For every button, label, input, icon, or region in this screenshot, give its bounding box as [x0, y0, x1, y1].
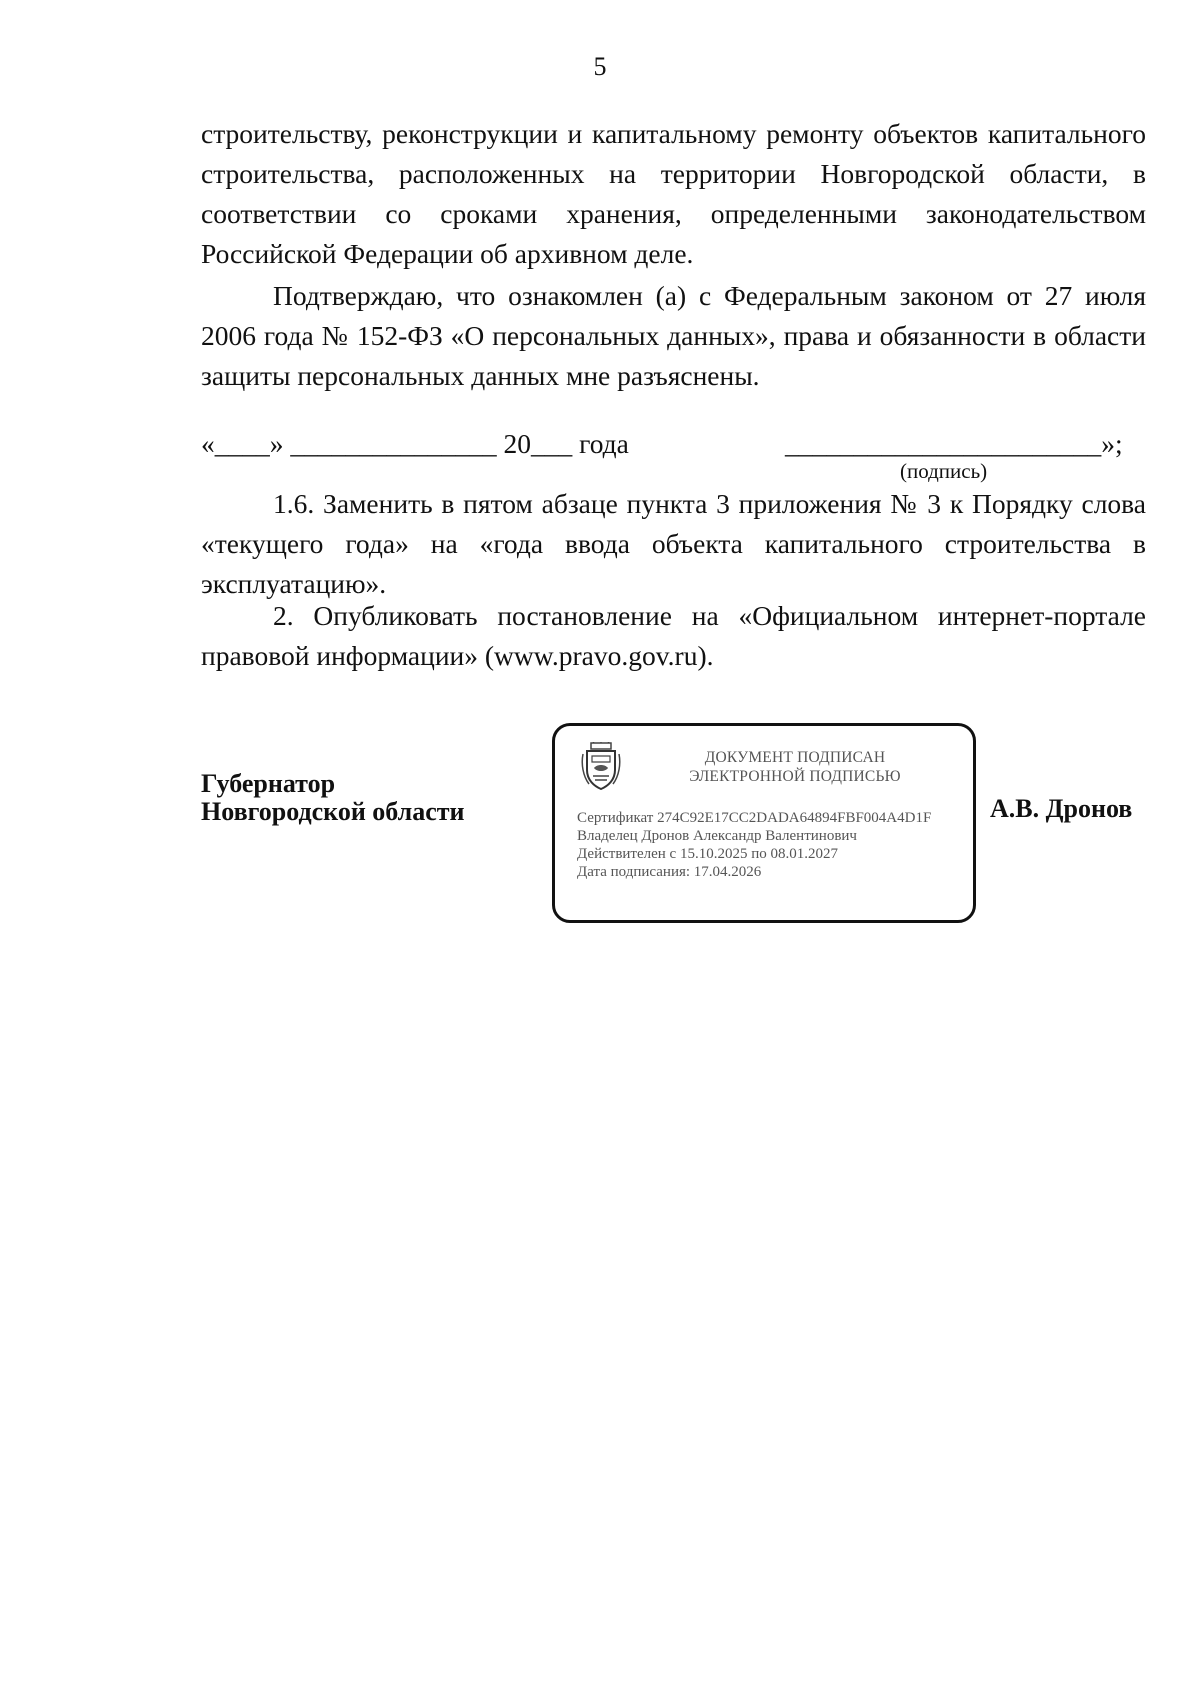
signatory-name: А.В. Дронов	[990, 794, 1133, 823]
item-1-6-paragraph: 1.6. Заменить в пятом абзаце пункта 3 приложения № 3 к Порядку слова «текущего года» на «года ввода объекта капитального строительства в эксплуатацию».	[201, 488, 1146, 599]
page-number: 5	[593, 52, 607, 81]
stamp-details	[577, 809, 931, 881]
stamp-title	[635, 748, 955, 786]
signature-blank-line: _______________________»;	[785, 428, 1123, 459]
item-2-paragraph: 2. Опубликовать постановление на «Официальном интернет-портале правовой информации» (www.pravo.gov.ru).	[201, 600, 1146, 671]
signature-caption: (подпись)	[900, 459, 988, 483]
stamp-owner: Владелец Дронов Александр Валентинович	[577, 828, 857, 844]
stamp-validity: Действителен с 15.10.2025 по 08.01.2027	[577, 846, 838, 862]
signatory-title-line1: Губернатор	[201, 769, 336, 798]
signatory-title-line2: Новгородской области	[201, 797, 465, 826]
stamp-signed-date: Дата подписания: 17.04.2026	[577, 864, 762, 880]
stamp-title-line2: ЭЛЕКТРОННОЙ ПОДПИСЬЮ	[689, 768, 901, 785]
consent-paragraph: Подтверждаю, что ознакомлен (а) с Федеральным законом от 27 июля 2006 года № 152-ФЗ «О персональных данных», права и обязанности в области защиты персональных данных мне разъяснены.	[201, 280, 1146, 391]
stamp-title-line1: ДОКУМЕНТ ПОДПИСАН	[704, 749, 886, 766]
stamp-certificate: Сертификат 274C92E17CC2DADA64894FBF004A4D1F	[577, 810, 932, 826]
signatory-title	[201, 770, 465, 826]
date-blank-line: «____» _______________ 20___ года	[201, 428, 629, 459]
e-signature-stamp	[552, 723, 976, 923]
coat-of-arms-icon	[581, 742, 621, 790]
continuation-paragraph: строительству, реконструкции и капитальному ремонту объектов капитального строительства, расположенных на территории Новгородской области, в соответствии со сроками хранения, определенными законодательством Российской Федерации об архивном деле.	[201, 118, 1146, 269]
